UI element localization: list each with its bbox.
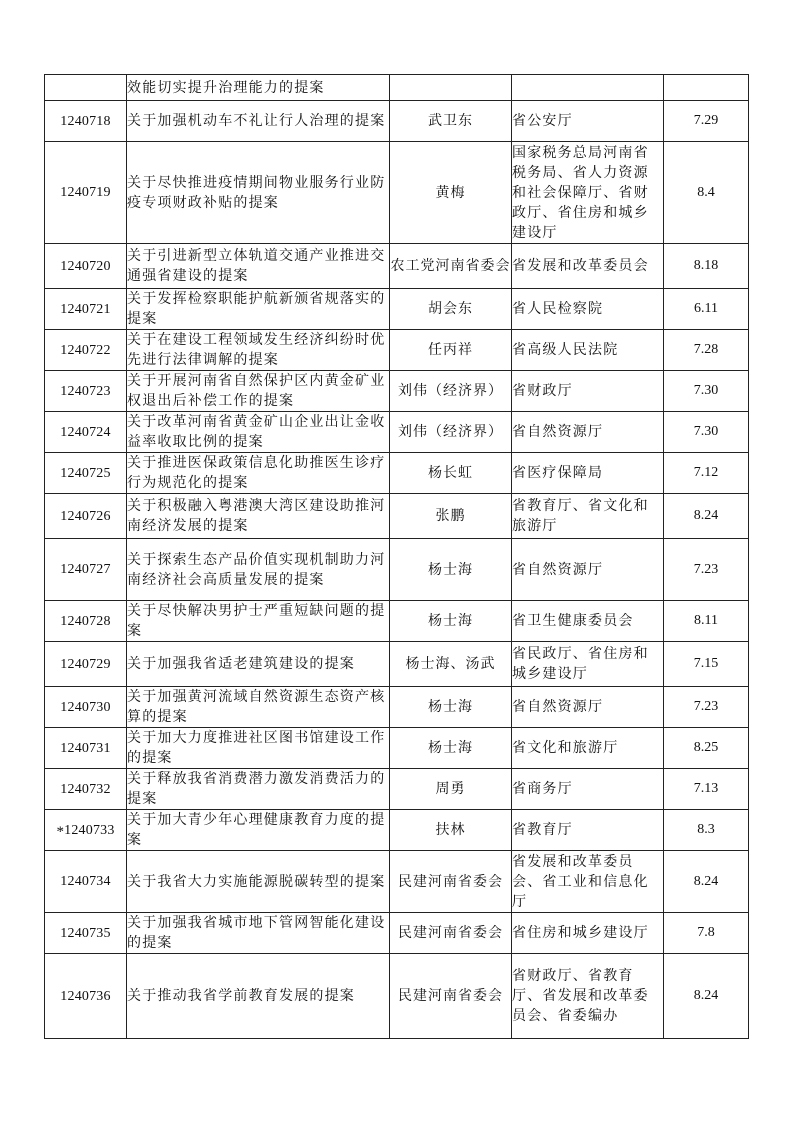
priority-star: * bbox=[56, 823, 65, 840]
handling-department: 省教育厅、省文化和旅游厅 bbox=[512, 494, 664, 539]
table-body bbox=[45, 75, 749, 1039]
proposal-title: 关于我省大力实施能源脱碳转型的提案 bbox=[127, 851, 390, 913]
proposal-title: 关于推进医保政策信息化助推医生诊疗行为规范化的提案 bbox=[127, 453, 390, 494]
proposal-number-cell bbox=[45, 494, 127, 539]
table-row bbox=[45, 769, 749, 810]
proposal-number: 1240733 bbox=[64, 822, 115, 838]
proposal-title: 关于推动我省学前教育发展的提案 bbox=[127, 954, 390, 1039]
proposer: 民建河南省委会 bbox=[390, 913, 512, 954]
proposal-title: 关于加强我省城市地下管网智能化建设的提案 bbox=[127, 913, 390, 954]
handling-department: 省医疗保障局 bbox=[512, 453, 664, 494]
proposal-number: 1240734 bbox=[60, 874, 111, 889]
table-row bbox=[45, 601, 749, 642]
proposal-title: 关于加大青少年心理健康教育力度的提案 bbox=[127, 810, 390, 851]
proposal-number-cell bbox=[45, 687, 127, 728]
reply-date: 7.12 bbox=[664, 453, 749, 494]
proposal-number-cell bbox=[45, 769, 127, 810]
reply-date: 7.23 bbox=[664, 687, 749, 728]
proposal-number-cell bbox=[45, 289, 127, 330]
table-row bbox=[45, 75, 749, 101]
table-row bbox=[45, 330, 749, 371]
reply-date: 7.23 bbox=[664, 539, 749, 601]
reply-date: 8.24 bbox=[664, 851, 749, 913]
proposal-table bbox=[44, 74, 749, 1039]
handling-department: 省教育厅 bbox=[512, 810, 664, 851]
proposal-number-cell bbox=[45, 851, 127, 913]
reply-date: 7.8 bbox=[664, 913, 749, 954]
proposer: 民建河南省委会 bbox=[390, 851, 512, 913]
proposal-number-cell bbox=[45, 75, 127, 101]
proposer: 任丙祥 bbox=[390, 330, 512, 371]
proposal-number: 1240729 bbox=[60, 656, 111, 672]
table-row bbox=[45, 494, 749, 539]
proposal-title: 关于在建设工程领域发生经济纠纷时优先进行法律调解的提案 bbox=[127, 330, 390, 371]
reply-date: 8.4 bbox=[664, 142, 749, 244]
proposal-number: 1240731 bbox=[60, 740, 111, 756]
table-row bbox=[45, 101, 749, 142]
handling-department: 省财政厅、省教育厅、省发展和改革委员会、省委编办 bbox=[512, 954, 664, 1039]
table-row bbox=[45, 851, 749, 913]
proposal-number: 1240720 bbox=[60, 258, 111, 274]
table-row bbox=[45, 913, 749, 954]
reply-date: 8.18 bbox=[664, 244, 749, 289]
proposal-title: 关于加大力度推进社区图书馆建设工作的提案 bbox=[127, 728, 390, 769]
proposal-number: 1240721 bbox=[60, 301, 111, 317]
table-row bbox=[45, 642, 749, 687]
proposal-number: 1240728 bbox=[60, 613, 111, 629]
table-row bbox=[45, 289, 749, 330]
handling-department: 省住房和城乡建设厅 bbox=[512, 913, 664, 954]
proposer: 武卫东 bbox=[390, 101, 512, 142]
handling-department: 省人民检察院 bbox=[512, 289, 664, 330]
reply-date: 7.29 bbox=[664, 101, 749, 142]
proposer: 民建河南省委会 bbox=[390, 954, 512, 1039]
reply-date: 7.30 bbox=[664, 412, 749, 453]
proposal-number: 1240722 bbox=[60, 342, 111, 358]
handling-department: 省高级人民法院 bbox=[512, 330, 664, 371]
proposal-number: 1240732 bbox=[60, 781, 111, 797]
proposal-title: 关于尽快推进疫情期间物业服务行业防疫专项财政补贴的提案 bbox=[127, 142, 390, 244]
reply-date: 7.30 bbox=[664, 371, 749, 412]
proposal-number-cell bbox=[45, 330, 127, 371]
handling-department: 省财政厅 bbox=[512, 371, 664, 412]
proposal-title: 关于加强黄河流域自然资源生态资产核算的提案 bbox=[127, 687, 390, 728]
proposal-number: 1240730 bbox=[60, 699, 111, 715]
proposal-number: 1240719 bbox=[60, 185, 111, 200]
reply-date: 8.25 bbox=[664, 728, 749, 769]
handling-department: 省发展和改革委员会 bbox=[512, 244, 664, 289]
handling-department: 省民政厅、省住房和城乡建设厅 bbox=[512, 642, 664, 687]
table-row bbox=[45, 412, 749, 453]
proposer: 杨士海 bbox=[390, 687, 512, 728]
proposal-title: 效能切实提升治理能力的提案 bbox=[127, 75, 390, 101]
table-row bbox=[45, 687, 749, 728]
handling-department: 国家税务总局河南省税务局、省人力资源和社会保障厅、省财政厅、省住房和城乡建设厅 bbox=[512, 142, 664, 244]
table-row bbox=[45, 539, 749, 601]
table-row bbox=[45, 371, 749, 412]
proposal-number-cell bbox=[45, 954, 127, 1039]
proposer bbox=[390, 75, 512, 101]
handling-department bbox=[512, 75, 664, 101]
table-row bbox=[45, 728, 749, 769]
handling-department: 省商务厅 bbox=[512, 769, 664, 810]
handling-department: 省文化和旅游厅 bbox=[512, 728, 664, 769]
proposal-number-cell bbox=[45, 810, 127, 851]
proposal-number-cell bbox=[45, 601, 127, 642]
table-row bbox=[45, 244, 749, 289]
proposal-title: 关于加强机动车不礼让行人治理的提案 bbox=[127, 101, 390, 142]
handling-department: 省卫生健康委员会 bbox=[512, 601, 664, 642]
table-row bbox=[45, 142, 749, 244]
proposal-number: 1240724 bbox=[60, 424, 111, 440]
proposal-number-cell bbox=[45, 642, 127, 687]
proposal-title: 关于尽快解决男护士严重短缺问题的提案 bbox=[127, 601, 390, 642]
reply-date: 7.15 bbox=[664, 642, 749, 687]
reply-date: 7.28 bbox=[664, 330, 749, 371]
proposer: 张鹏 bbox=[390, 494, 512, 539]
proposal-number-cell bbox=[45, 244, 127, 289]
handling-department: 省公安厅 bbox=[512, 101, 664, 142]
proposal-number: 1240723 bbox=[60, 383, 111, 399]
proposal-number-cell bbox=[45, 412, 127, 453]
proposer: 杨长虹 bbox=[390, 453, 512, 494]
handling-department: 省自然资源厅 bbox=[512, 539, 664, 601]
table-row bbox=[45, 954, 749, 1039]
proposal-title: 关于改革河南省黄金矿山企业出让金收益率收取比例的提案 bbox=[127, 412, 390, 453]
proposal-title: 关于加强我省适老建筑建设的提案 bbox=[127, 642, 390, 687]
table-row bbox=[45, 810, 749, 851]
proposer: 黄梅 bbox=[390, 142, 512, 244]
proposer: 胡会东 bbox=[390, 289, 512, 330]
reply-date bbox=[664, 75, 749, 101]
proposal-title: 关于积极融入粤港澳大湾区建设助推河南经济发展的提案 bbox=[127, 494, 390, 539]
proposer: 杨士海 bbox=[390, 539, 512, 601]
handling-department: 省自然资源厅 bbox=[512, 412, 664, 453]
reply-date: 6.11 bbox=[664, 289, 749, 330]
proposal-number: 1240727 bbox=[60, 562, 111, 577]
reply-date: 8.24 bbox=[664, 954, 749, 1039]
proposal-number: 1240718 bbox=[60, 113, 111, 129]
table-row bbox=[45, 453, 749, 494]
proposal-number: 1240735 bbox=[60, 925, 111, 941]
proposal-number-cell bbox=[45, 101, 127, 142]
reply-date: 7.13 bbox=[664, 769, 749, 810]
proposer: 刘伟（经济界） bbox=[390, 412, 512, 453]
reply-date: 8.3 bbox=[664, 810, 749, 851]
proposal-number-cell bbox=[45, 371, 127, 412]
proposal-title: 关于发挥检察职能护航新颁省规落实的提案 bbox=[127, 289, 390, 330]
proposal-number: 1240726 bbox=[60, 508, 111, 524]
proposal-title: 关于探索生态产品价值实现机制助力河南经济社会高质量发展的提案 bbox=[127, 539, 390, 601]
proposal-number-cell bbox=[45, 913, 127, 954]
proposal-title: 关于释放我省消费潜力激发消费活力的提案 bbox=[127, 769, 390, 810]
proposal-number-cell bbox=[45, 453, 127, 494]
proposal-number: 1240736 bbox=[60, 988, 111, 1004]
proposal-number: 1240725 bbox=[60, 465, 111, 481]
proposer: 农工党河南省委会 bbox=[390, 244, 512, 289]
reply-date: 8.11 bbox=[664, 601, 749, 642]
proposer: 刘伟（经济界） bbox=[390, 371, 512, 412]
reply-date: 8.24 bbox=[664, 494, 749, 539]
proposer: 周勇 bbox=[390, 769, 512, 810]
proposer: 杨士海 bbox=[390, 601, 512, 642]
proposal-title: 关于开展河南省自然保护区内黄金矿业权退出后补偿工作的提案 bbox=[127, 371, 390, 412]
proposer: 扶林 bbox=[390, 810, 512, 851]
proposal-number-cell bbox=[45, 728, 127, 769]
handling-department: 省发展和改革委员会、省工业和信息化厅 bbox=[512, 851, 664, 913]
handling-department: 省自然资源厅 bbox=[512, 687, 664, 728]
proposal-number-cell bbox=[45, 539, 127, 601]
proposer: 杨士海、汤武 bbox=[390, 642, 512, 687]
proposal-title: 关于引进新型立体轨道交通产业推进交通强省建设的提案 bbox=[127, 244, 390, 289]
proposal-number-cell bbox=[45, 142, 127, 244]
proposer: 杨士海 bbox=[390, 728, 512, 769]
